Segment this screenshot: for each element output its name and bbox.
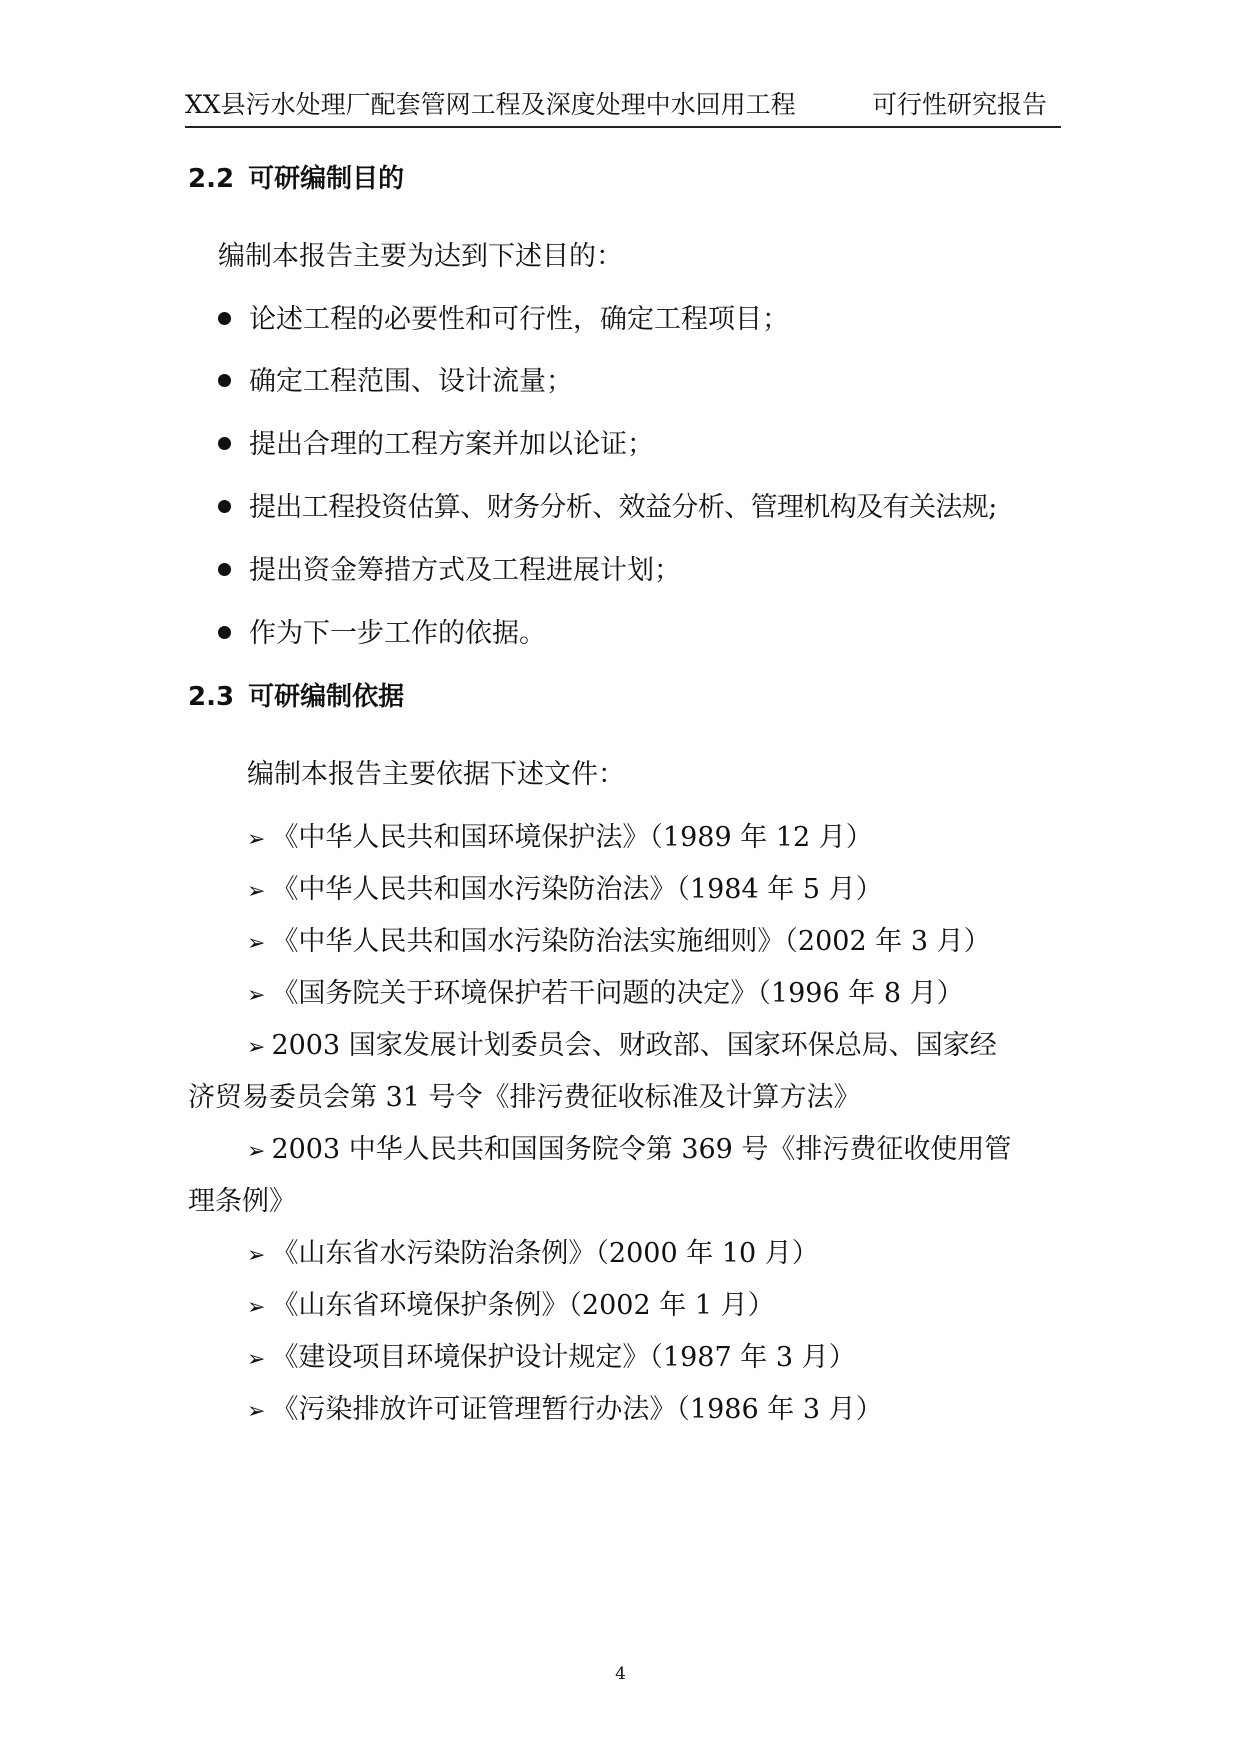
list-item: ➢ 2003 中华人民共和国国务院令第 369 号《排污费征收使用管 — [247, 1130, 1011, 1172]
section-heading-2-2 — [188, 159, 404, 199]
bullet-dot-icon — [218, 374, 231, 387]
page-header — [185, 84, 1061, 128]
bullet-dot-icon — [218, 437, 231, 450]
list-item: 确定工程范围、设计流量； — [218, 362, 573, 402]
arrowhead-icon: ➢ — [247, 1243, 266, 1268]
arrowhead-icon: ➢ — [247, 879, 266, 904]
section-number: 2.2 — [188, 164, 235, 194]
arrowhead-icon: ➢ — [247, 931, 266, 956]
section-title: 可研编制目的 — [248, 164, 405, 194]
bullet-dot-icon — [218, 312, 231, 325]
arrowhead-icon: ➢ — [247, 1399, 266, 1424]
list-item: ➢ 《山东省水污染防治条例》（2000 年 10 月） — [247, 1234, 819, 1276]
arrowhead-icon: ➢ — [247, 1347, 266, 1372]
list-item-continuation: 理条例》 — [188, 1186, 296, 1217]
list-item: 作为下一步工作的依据。 — [218, 614, 546, 654]
list-item: ➢ 《中华人民共和国水污染防治法》（1984 年 5 月） — [247, 870, 883, 912]
bullet-dot-icon — [218, 500, 231, 513]
bullet-dot-icon — [218, 563, 231, 576]
arrowhead-icon: ➢ — [247, 983, 266, 1008]
arrowhead-icon: ➢ — [247, 1295, 266, 1320]
section-intro: 编制本报告主要依据下述文件： — [247, 759, 625, 790]
section-number: 2.3 — [188, 682, 235, 712]
list-item: ➢ 《山东省环境保护条例》（2002 年 1 月） — [247, 1286, 775, 1328]
list-item: ➢ 2003 国家发展计划委员会、财政部、国家环保总局、国家经 — [247, 1026, 997, 1068]
page-number: 4 — [615, 1664, 626, 1684]
arrowhead-icon: ➢ — [247, 1035, 266, 1060]
list-item: ➢ 《中华人民共和国环境保护法》（1989 年 12 月） — [247, 818, 873, 860]
list-item: 提出工程投资估算、财务分析、效益分析、管理机构及有关法规; — [218, 488, 997, 528]
arrowhead-icon: ➢ — [247, 827, 266, 852]
list-item: ➢ 《污染排放许可证管理暂行办法》（1986 年 3 月） — [247, 1390, 883, 1432]
section-heading-2-3 — [188, 677, 404, 717]
arrowhead-icon: ➢ — [247, 1139, 266, 1164]
list-item: ➢ 《国务院关于环境保护若干问题的决定》（1996 年 8 月） — [247, 974, 964, 1016]
list-item: 提出资金筹措方式及工程进展计划； — [218, 551, 681, 591]
list-item: 论述工程的必要性和可行性，确定工程项目； — [218, 300, 789, 340]
header-title: XX县污水处理厂配套管网工程及深度处理中水回用工程 — [185, 90, 796, 119]
section-intro: 编制本报告主要为达到下述目的： — [218, 241, 623, 272]
list-item: ➢ 《中华人民共和国水污染防治法实施细则》（2002 年 3 月） — [247, 922, 991, 964]
list-item-continuation: 济贸易委员会第 31 号令《排污费征收标准及计算方法》 — [188, 1082, 861, 1113]
list-item: ➢ 《建设项目环境保护设计规定》（1987 年 3 月） — [247, 1338, 856, 1380]
section-title: 可研编制依据 — [248, 682, 405, 712]
bullet-dot-icon — [218, 626, 231, 639]
header-doc-type: 可行性研究报告 — [871, 90, 1047, 119]
list-item: 提出合理的工程方案并加以论证； — [218, 425, 654, 465]
